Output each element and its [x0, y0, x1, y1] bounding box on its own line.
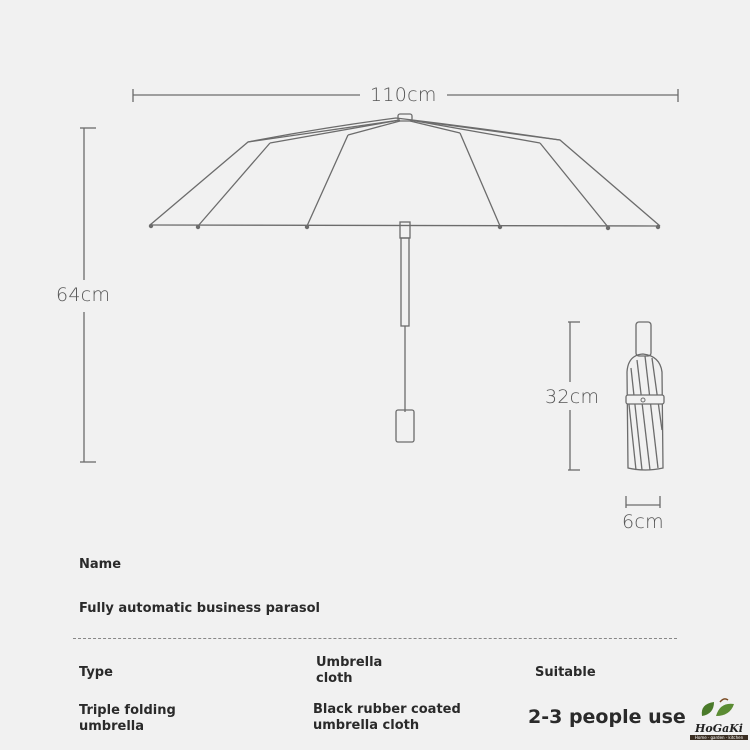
folded-width-dimension-line [626, 496, 660, 508]
suitable-label: Suitable [535, 665, 596, 680]
cloth-value [313, 702, 461, 734]
name-value: Fully automatic business parasol [79, 601, 321, 616]
brand-logo [690, 696, 748, 748]
folded-height-label: 32cm [545, 386, 600, 408]
suitable-value: 2-3 people use [528, 706, 686, 728]
name-label: Name [79, 557, 122, 572]
open-width-label: 110cm [370, 84, 437, 106]
type-value-line2: umbrella [79, 719, 145, 734]
folded-umbrella [626, 322, 664, 470]
cloth-value-line1: Black rubber coated [313, 702, 461, 717]
leaf-icon [690, 696, 748, 720]
type-label: Type [79, 665, 113, 680]
cloth-label [316, 655, 382, 687]
brand-name: HoGaKi [695, 722, 743, 735]
cloth-label-line2: cloth [316, 671, 353, 686]
cloth-value-line2: umbrella cloth [313, 718, 420, 733]
brand-tagline: Home · garden · kitchen [690, 735, 748, 740]
folded-width-label: 6cm [622, 511, 664, 533]
spec-divider [73, 638, 677, 639]
cloth-label-line1: Umbrella [316, 655, 383, 670]
type-value [79, 703, 176, 735]
type-value-line1: Triple folding [79, 703, 176, 718]
open-height-label: 64cm [56, 284, 111, 306]
